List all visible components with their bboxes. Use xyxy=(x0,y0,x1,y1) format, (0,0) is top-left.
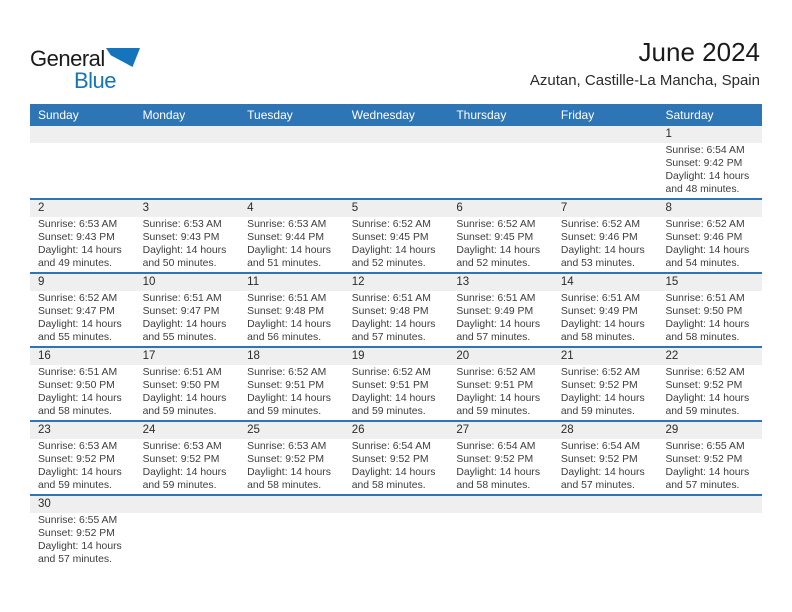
sunrise-text: Sunrise: 6:52 AM xyxy=(560,367,641,378)
day-cell-empty xyxy=(553,143,658,198)
sunset-text: Sunset: 9:52 PM xyxy=(665,454,743,465)
week-row xyxy=(30,126,762,200)
logo-triangle-icon xyxy=(106,48,140,67)
daylight-text-line2: and 58 minutes. xyxy=(247,480,322,491)
daylight-text-line1: Daylight: 14 hours xyxy=(351,245,436,256)
daylight-text-line1: Daylight: 14 hours xyxy=(560,245,645,256)
sunrise-text: Sunrise: 6:52 AM xyxy=(665,367,745,378)
sunrise-text: Sunrise: 6:51 AM xyxy=(142,367,222,378)
day-number: 20 xyxy=(456,350,470,362)
day-details-row xyxy=(30,143,762,198)
daylight-text-line1: Daylight: 14 hours xyxy=(38,393,122,404)
day-cell-empty xyxy=(135,513,240,568)
day-number: 9 xyxy=(38,276,45,288)
daylight-text-line1: Daylight: 14 hours xyxy=(665,393,750,404)
sunset-text: Sunset: 9:52 PM xyxy=(38,528,115,539)
page-subtitle: Azutan, Castille-La Mancha, Spain xyxy=(529,72,760,89)
daylight-text-line1: Daylight: 14 hours xyxy=(665,171,750,182)
day-number-empty xyxy=(344,496,449,513)
sunrise-text: Sunrise: 6:52 AM xyxy=(456,367,536,378)
daylight-text-line1: Daylight: 14 hours xyxy=(456,467,541,478)
sunrise-text: Sunrise: 6:54 AM xyxy=(665,145,745,156)
daylight-text-line2: and 53 minutes. xyxy=(560,258,635,269)
day-cell xyxy=(30,439,135,494)
day-cell-empty xyxy=(657,513,762,568)
sunrise-text: Sunrise: 6:52 AM xyxy=(38,293,118,304)
daylight-text-line2: and 58 minutes. xyxy=(665,332,740,343)
sunrise-text: Sunrise: 6:55 AM xyxy=(665,441,745,452)
week-row xyxy=(30,496,762,568)
sunset-text: Sunset: 9:50 PM xyxy=(38,380,115,391)
weekday-header-thursday: Thursday xyxy=(456,108,507,122)
day-cell xyxy=(344,365,449,420)
sunrise-text: Sunrise: 6:54 AM xyxy=(560,441,641,452)
day-cell xyxy=(239,439,344,494)
daylight-text-line2: and 52 minutes. xyxy=(351,258,426,269)
sunrise-text: Sunrise: 6:53 AM xyxy=(247,219,327,230)
daylight-text-line1: Daylight: 14 hours xyxy=(247,393,331,404)
day-number-empty xyxy=(135,496,240,513)
daylight-text-line1: Daylight: 14 hours xyxy=(456,393,541,404)
sunrise-text: Sunrise: 6:51 AM xyxy=(456,293,536,304)
daylight-text-line2: and 59 minutes. xyxy=(142,406,217,417)
daylight-text-line1: Daylight: 14 hours xyxy=(247,467,331,478)
daylight-text-line2: and 56 minutes. xyxy=(247,332,322,343)
sunrise-text: Sunrise: 6:52 AM xyxy=(665,219,745,230)
day-number: 30 xyxy=(38,498,51,510)
day-number: 3 xyxy=(142,202,149,214)
day-details-row xyxy=(30,439,762,494)
daylight-text-line2: and 52 minutes. xyxy=(456,258,531,269)
sunrise-text: Sunrise: 6:51 AM xyxy=(38,367,118,378)
daylight-text-line2: and 48 minutes. xyxy=(665,184,740,195)
day-number: 6 xyxy=(456,202,463,214)
sunset-text: Sunset: 9:44 PM xyxy=(247,232,324,243)
daylight-text-line2: and 49 minutes. xyxy=(38,258,112,269)
day-cell xyxy=(344,217,449,272)
day-number: 11 xyxy=(247,276,260,288)
daylight-text-line2: and 59 minutes. xyxy=(456,406,531,417)
day-cell xyxy=(657,439,762,494)
daylight-text-line2: and 50 minutes. xyxy=(142,258,217,269)
daylight-text-line2: and 55 minutes. xyxy=(142,332,217,343)
day-cell xyxy=(553,291,658,346)
sunrise-text: Sunrise: 6:51 AM xyxy=(247,293,327,304)
sunset-text: Sunset: 9:52 PM xyxy=(351,454,429,465)
day-cell-empty xyxy=(344,143,449,198)
sunset-text: Sunset: 9:45 PM xyxy=(456,232,534,243)
day-number-empty xyxy=(448,496,553,513)
day-details-row xyxy=(30,217,762,272)
daylight-text-line1: Daylight: 14 hours xyxy=(560,393,645,404)
daylight-text-line2: and 57 minutes. xyxy=(38,554,112,565)
day-cell xyxy=(448,365,553,420)
day-cell-empty xyxy=(239,513,344,568)
day-cell xyxy=(135,365,240,420)
day-number: 8 xyxy=(665,202,672,214)
day-number: 14 xyxy=(560,276,574,288)
day-number: 21 xyxy=(560,350,574,362)
sunrise-text: Sunrise: 6:51 AM xyxy=(142,293,222,304)
sunset-text: Sunset: 9:52 PM xyxy=(560,454,638,465)
day-number: 19 xyxy=(351,350,365,362)
day-number: 10 xyxy=(142,276,156,288)
sunset-text: Sunset: 9:52 PM xyxy=(665,380,743,391)
week-row xyxy=(30,422,762,496)
daylight-text-line2: and 59 minutes. xyxy=(142,480,217,491)
daylight-text-line1: Daylight: 14 hours xyxy=(142,393,227,404)
week-row xyxy=(30,200,762,274)
day-number-band xyxy=(30,200,762,217)
day-number: 7 xyxy=(560,202,568,214)
day-cell xyxy=(344,439,449,494)
weekday-header-tuesday: Tuesday xyxy=(247,108,293,122)
day-number-empty xyxy=(553,126,658,143)
title-block xyxy=(530,36,760,90)
day-cell xyxy=(657,291,762,346)
daylight-text-line2: and 59 minutes. xyxy=(665,406,740,417)
day-number: 28 xyxy=(560,424,574,436)
weekday-header-row xyxy=(30,104,762,126)
daylight-text-line1: Daylight: 14 hours xyxy=(38,541,122,552)
day-cell xyxy=(135,439,240,494)
day-number-band xyxy=(30,274,762,291)
day-number: 17 xyxy=(142,350,156,362)
daylight-text-line1: Daylight: 14 hours xyxy=(665,467,750,478)
sunset-text: Sunset: 9:49 PM xyxy=(560,306,638,317)
weekday-header-monday: Monday xyxy=(142,108,186,122)
sunset-text: Sunset: 9:48 PM xyxy=(351,306,429,317)
sunrise-text: Sunrise: 6:52 AM xyxy=(351,367,431,378)
day-number-band xyxy=(30,126,762,143)
daylight-text-line1: Daylight: 14 hours xyxy=(38,245,122,256)
day-number: 24 xyxy=(142,424,156,436)
day-number-empty xyxy=(239,126,344,143)
daylight-text-line2: and 57 minutes. xyxy=(665,480,740,491)
sunrise-text: Sunrise: 6:52 AM xyxy=(351,219,431,230)
daylight-text-line2: and 59 minutes. xyxy=(351,406,426,417)
sunset-text: Sunset: 9:45 PM xyxy=(351,232,429,243)
day-number-empty xyxy=(553,496,658,513)
day-cell xyxy=(239,217,344,272)
sunset-text: Sunset: 9:51 PM xyxy=(247,380,324,391)
daylight-text-line1: Daylight: 14 hours xyxy=(351,467,436,478)
daylight-text-line1: Daylight: 14 hours xyxy=(351,319,436,330)
daylight-text-line2: and 55 minutes. xyxy=(38,332,112,343)
weeks-container xyxy=(30,126,762,568)
day-number: 26 xyxy=(351,424,365,436)
sunrise-text: Sunrise: 6:52 AM xyxy=(560,219,641,230)
day-cell-empty xyxy=(30,143,135,198)
day-cell xyxy=(448,439,553,494)
daylight-text-line2: and 59 minutes. xyxy=(560,406,635,417)
daylight-text-line1: Daylight: 14 hours xyxy=(351,393,436,404)
sunrise-text: Sunrise: 6:52 AM xyxy=(456,219,536,230)
sunset-text: Sunset: 9:48 PM xyxy=(247,306,324,317)
sunset-text: Sunset: 9:47 PM xyxy=(38,306,115,317)
daylight-text-line2: and 57 minutes. xyxy=(560,480,635,491)
day-number: 15 xyxy=(665,276,679,288)
day-cell xyxy=(448,217,553,272)
sunrise-text: Sunrise: 6:53 AM xyxy=(38,219,118,230)
sunset-text: Sunset: 9:50 PM xyxy=(665,306,743,317)
day-number: 29 xyxy=(665,424,679,436)
daylight-text-line1: Daylight: 14 hours xyxy=(665,245,750,256)
sunset-text: Sunset: 9:46 PM xyxy=(665,232,743,243)
sunrise-text: Sunrise: 6:53 AM xyxy=(142,441,222,452)
day-cell xyxy=(657,217,762,272)
sunset-text: Sunset: 9:52 PM xyxy=(38,454,115,465)
sunrise-text: Sunrise: 6:51 AM xyxy=(560,293,641,304)
daylight-text-line2: and 54 minutes. xyxy=(665,258,740,269)
weekday-header-friday: Friday xyxy=(560,108,595,122)
day-number-band xyxy=(30,496,762,513)
general-blue-logo xyxy=(30,44,170,96)
day-cell xyxy=(344,291,449,346)
day-number: 5 xyxy=(351,202,359,214)
daylight-text-line2: and 57 minutes. xyxy=(351,332,426,343)
day-cell-empty xyxy=(448,143,553,198)
weekday-header-sunday: Sunday xyxy=(38,108,79,122)
day-cell-empty xyxy=(553,513,658,568)
sunset-text: Sunset: 9:42 PM xyxy=(665,158,743,169)
day-number: 25 xyxy=(247,424,260,436)
daylight-text-line1: Daylight: 14 hours xyxy=(665,319,750,330)
daylight-text-line1: Daylight: 14 hours xyxy=(247,319,331,330)
day-cell-empty xyxy=(448,513,553,568)
day-cell xyxy=(553,439,658,494)
day-cell xyxy=(448,291,553,346)
day-number: 2 xyxy=(38,202,45,214)
day-number-empty xyxy=(30,126,135,143)
day-number-empty xyxy=(344,126,449,143)
day-number-band xyxy=(30,422,762,439)
daylight-text-line2: and 51 minutes. xyxy=(247,258,322,269)
sunrise-text: Sunrise: 6:55 AM xyxy=(38,515,118,526)
sunset-text: Sunset: 9:50 PM xyxy=(142,380,220,391)
daylight-text-line1: Daylight: 14 hours xyxy=(560,319,645,330)
day-number: 22 xyxy=(665,350,679,362)
daylight-text-line2: and 59 minutes. xyxy=(247,406,322,417)
day-cell xyxy=(30,513,135,568)
day-details-row xyxy=(30,365,762,420)
day-number: 16 xyxy=(38,350,51,362)
day-number-empty xyxy=(448,126,553,143)
sunrise-text: Sunrise: 6:51 AM xyxy=(665,293,745,304)
daylight-text-line1: Daylight: 14 hours xyxy=(456,245,541,256)
day-details-row xyxy=(30,513,762,568)
sunset-text: Sunset: 9:49 PM xyxy=(456,306,534,317)
day-cell xyxy=(553,217,658,272)
sunrise-text: Sunrise: 6:54 AM xyxy=(351,441,431,452)
page-title: June 2024 xyxy=(638,37,760,67)
sunset-text: Sunset: 9:43 PM xyxy=(142,232,220,243)
daylight-text-line1: Daylight: 14 hours xyxy=(247,245,331,256)
daylight-text-line1: Daylight: 14 hours xyxy=(142,467,227,478)
day-number-empty xyxy=(657,496,762,513)
day-number-empty xyxy=(135,126,240,143)
day-cell xyxy=(239,291,344,346)
day-cell xyxy=(553,365,658,420)
day-cell xyxy=(30,217,135,272)
day-number: 27 xyxy=(456,424,470,436)
week-row xyxy=(30,348,762,422)
day-cell-empty xyxy=(344,513,449,568)
daylight-text-line2: and 57 minutes. xyxy=(456,332,531,343)
day-cell-empty xyxy=(135,143,240,198)
day-number: 1 xyxy=(665,128,672,140)
daylight-text-line1: Daylight: 14 hours xyxy=(142,319,227,330)
day-cell xyxy=(135,291,240,346)
day-cell xyxy=(657,143,762,198)
day-number-band xyxy=(30,348,762,365)
day-number: 18 xyxy=(247,350,260,362)
sunrise-text: Sunrise: 6:54 AM xyxy=(456,441,536,452)
sunrise-text: Sunrise: 6:53 AM xyxy=(247,441,327,452)
sunset-text: Sunset: 9:52 PM xyxy=(560,380,638,391)
day-number-empty xyxy=(239,496,344,513)
daylight-text-line2: and 59 minutes. xyxy=(38,480,112,491)
sunset-text: Sunset: 9:52 PM xyxy=(456,454,534,465)
week-row xyxy=(30,274,762,348)
day-number: 13 xyxy=(456,276,470,288)
day-cell xyxy=(30,291,135,346)
day-cell xyxy=(657,365,762,420)
day-number: 23 xyxy=(38,424,51,436)
day-cell xyxy=(239,365,344,420)
sunrise-text: Sunrise: 6:53 AM xyxy=(142,219,222,230)
weekday-header-saturday: Saturday xyxy=(665,108,714,122)
sunset-text: Sunset: 9:43 PM xyxy=(38,232,115,243)
sunset-text: Sunset: 9:52 PM xyxy=(247,454,324,465)
daylight-text-line1: Daylight: 14 hours xyxy=(560,467,645,478)
logo-text-blue: Blue xyxy=(74,68,117,93)
day-number: 12 xyxy=(351,276,365,288)
daylight-text-line1: Daylight: 14 hours xyxy=(38,467,122,478)
sunset-text: Sunset: 9:51 PM xyxy=(351,380,429,391)
day-number: 4 xyxy=(247,202,254,214)
daylight-text-line2: and 58 minutes. xyxy=(456,480,531,491)
logo-text-general: General xyxy=(30,46,105,71)
daylight-text-line2: and 58 minutes. xyxy=(560,332,635,343)
sunrise-text: Sunrise: 6:53 AM xyxy=(38,441,118,452)
day-cell-empty xyxy=(239,143,344,198)
sunset-text: Sunset: 9:47 PM xyxy=(142,306,220,317)
daylight-text-line2: and 58 minutes. xyxy=(351,480,426,491)
daylight-text-line1: Daylight: 14 hours xyxy=(142,245,227,256)
sunset-text: Sunset: 9:52 PM xyxy=(142,454,220,465)
daylight-text-line1: Daylight: 14 hours xyxy=(38,319,122,330)
day-cell xyxy=(30,365,135,420)
daylight-text-line2: and 58 minutes. xyxy=(38,406,112,417)
weekday-header-wednesday: Wednesday xyxy=(351,108,415,122)
sunset-text: Sunset: 9:46 PM xyxy=(560,232,638,243)
day-details-row xyxy=(30,291,762,346)
month-calendar xyxy=(30,104,762,568)
sunrise-text: Sunrise: 6:52 AM xyxy=(247,367,327,378)
sunset-text: Sunset: 9:51 PM xyxy=(456,380,534,391)
daylight-text-line1: Daylight: 14 hours xyxy=(456,319,541,330)
day-cell xyxy=(135,217,240,272)
sunrise-text: Sunrise: 6:51 AM xyxy=(351,293,431,304)
